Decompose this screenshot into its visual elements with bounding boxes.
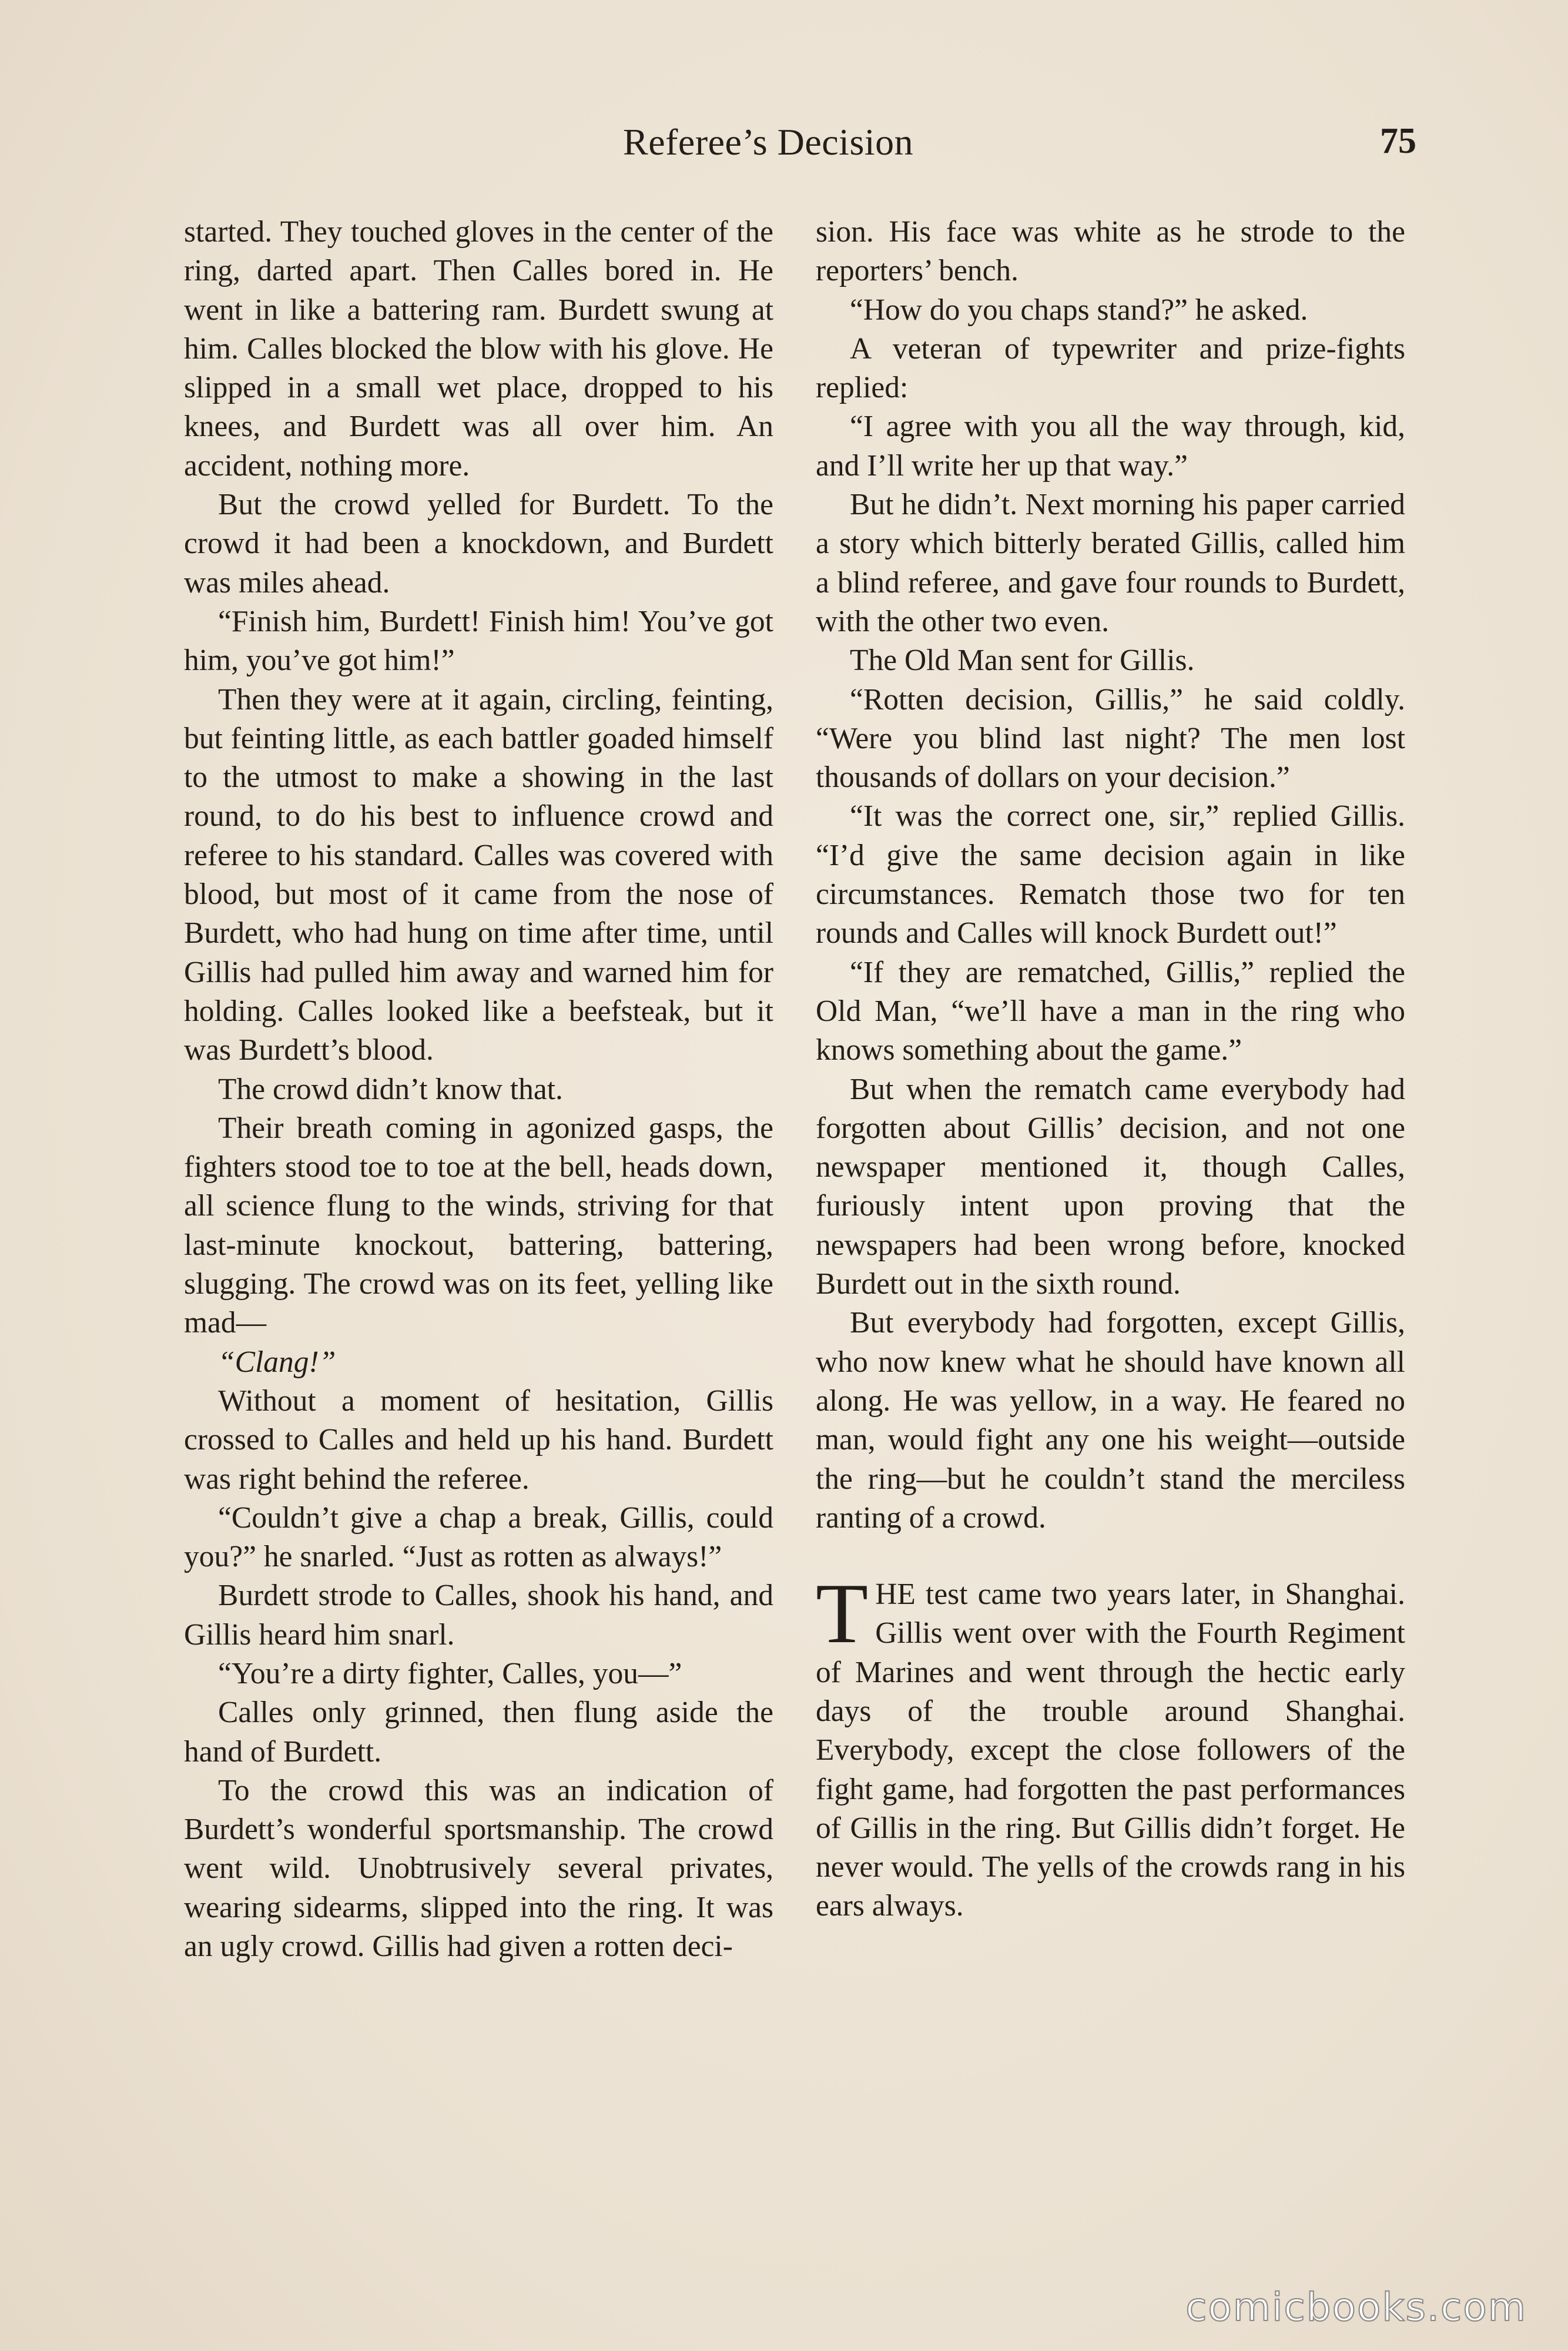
- paragraph: started. They touched gloves in the center of the ring, darted apart. Then Calles bored in. He went in like a battering ram. Burdett swung at him. Calles blocked the blow with his glove. He slipped in a small wet place, dropped to his knees, and Burdett was all over him. An accident, nothing more.: [184, 215, 773, 483]
- paragraph: “If they are rematched, Gillis,” replied the Old Man, “we’ll have a man in the ring who knows something about the game.”: [816, 955, 1405, 1067]
- paragraph: Without a moment of hesitation, Gillis crossed to Calles and held up his hand. Burdett was right behind the referee.: [184, 1384, 773, 1496]
- paragraph: “Rotten decision, Gillis,” he said coldly. “Were you blind last night? The men lost thousands of dollars on your decision.”: [816, 682, 1405, 795]
- right-column: [816, 213, 1405, 1926]
- paragraph: “You’re a dirty fighter, Calles, you—”: [218, 1656, 682, 1690]
- paragraph: But he didn’t. Next morning his paper carried a story which bitterly berated Gillis, called him a blind referee, and gave four rounds to Burdett, with the other two even.: [816, 488, 1405, 638]
- paragraph: To the crowd this was an indication of Burdett’s wonderful sportsmanship. The crowd went wild. Unobtrusively several privates, wearing sidearms, slipped into the ring. It was an ugly crowd. Gillis had given a rotten deci-: [184, 1773, 773, 1964]
- paragraph: “It was the correct one, sir,” replied Gillis. “I’d give the same decision again in like circumstances. Rematch those two for ten rounds and Calles will knock Burdett out!”: [816, 799, 1405, 950]
- paragraph: “Clang!”: [218, 1345, 336, 1379]
- paragraph: But when the rematch came everybody had forgotten about Gillis’ decision, and not one newspaper mentioned it, though Calles, furiously intent upon proving that the newspapers had been wrong before, knocked Burdett out in the sixth round.: [816, 1072, 1405, 1301]
- running-head: Referee’s Decision: [623, 121, 914, 163]
- paragraph: The crowd didn’t know that.: [218, 1072, 563, 1106]
- drop-cap: T: [816, 1566, 869, 1662]
- paragraph: But the crowd yelled for Burdett. To the crowd it had been a knockdown, and Burdett was miles ahead.: [184, 488, 773, 600]
- paragraph: But everybody had forgotten, except Gillis, who now knew what he should have known all along. He was yellow, in a way. He feared no man, would fight any one his weight—outside the ring—but he couldn’t stand the merciless ranting of a crowd.: [816, 1306, 1405, 1535]
- paragraph: Burdett strode to Calles, shook his hand, and Gillis heard him snarl.: [184, 1579, 773, 1652]
- paragraph: “I agree with you all the way through, kid, and I’ll write her up that way.”: [816, 410, 1405, 483]
- paragraph: Calles only grinned, then flung aside the hand of Burdett.: [184, 1696, 773, 1769]
- paragraph: “Finish him, Burdett! Finish him! You’ve got him, you’ve got him!”: [184, 604, 773, 678]
- paragraph: “Couldn’t give a chap a break, Gillis, could you?” he snarled. “Just as rotten as always!”: [184, 1501, 773, 1574]
- paragraph: Their breath coming in agonized gasps, the fighters stood toe to toe at the bell, heads down, all science flung to the winds, striving for that last-minute knockout, battering, battering, slugging. The crowd was on its feet, yelling like mad—: [184, 1111, 773, 1340]
- watermark-text: comicbooks.com: [1185, 2285, 1527, 2330]
- section-opening-paragraph: [816, 1566, 1405, 1926]
- left-column: [184, 213, 773, 1966]
- paragraph: A veteran of typewriter and prize-fights replied:: [816, 331, 1405, 405]
- page-header: [176, 120, 1416, 173]
- paragraph: Then they were at it again, circling, feinting, but feinting little, as each battler goaded himself to the utmost to make a showing in the last round, to do his best to influence crowd and referee to his standard. Calles was covered with blood, but most of it came from the nose of Burdett, who had hung on time after time, until Gillis had pulled him away and warned him for holding. Calles looked like a beefsteak, but it was Burdett’s blood.: [184, 682, 773, 1067]
- section-text: HE test came two years later, in Shanghai. Gillis went over with the Fourth Regiment of Marines and went through the hectic early days of the trouble around Shanghai. Everybody, except the close followers of the fight game, had forgotten the past performances of Gillis in the ring. But Gillis didn’t forget. He never would. The yells of the crowds rang in his ears always.: [816, 1578, 1405, 1923]
- section-break: [816, 1538, 1405, 1575]
- paragraph: The Old Man sent for Gillis.: [850, 644, 1195, 678]
- page-number: 75: [1380, 121, 1416, 161]
- paragraph: sion. His face was white as he strode to the reporters’ bench.: [816, 215, 1405, 288]
- paragraph: “How do you chaps stand?” he asked.: [850, 293, 1308, 327]
